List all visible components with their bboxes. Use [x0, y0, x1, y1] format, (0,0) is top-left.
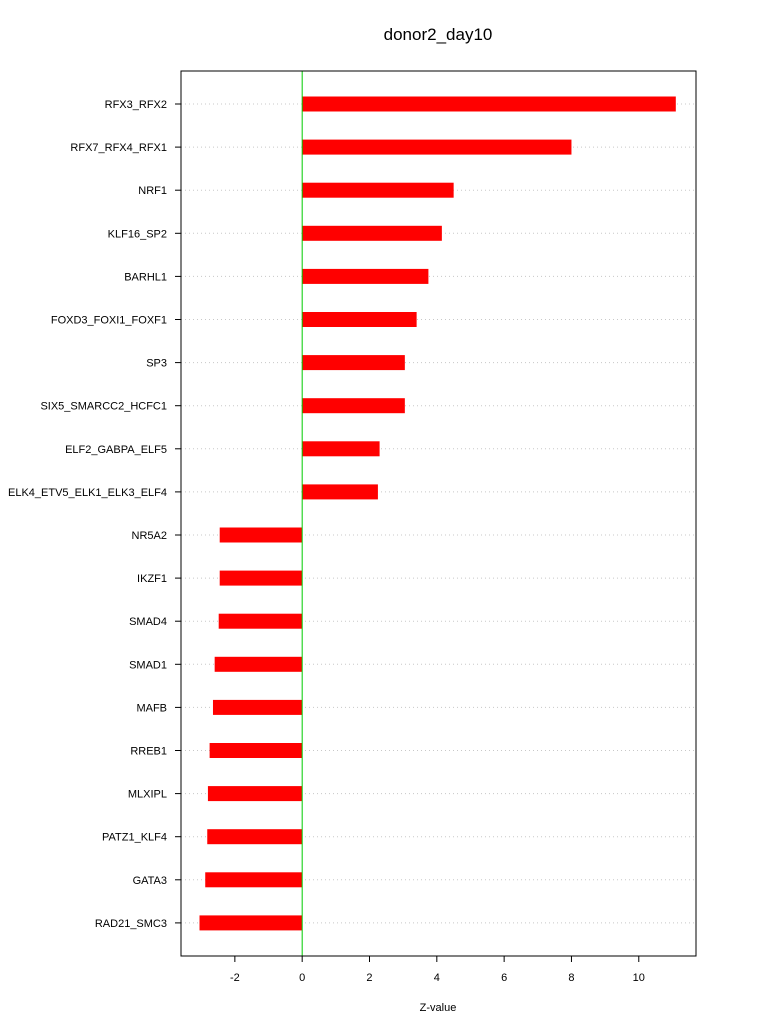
category-label: SMAD1 [129, 659, 167, 672]
bar [302, 183, 453, 198]
x-axis-label: Z-value [419, 1002, 457, 1014]
category-label: RREB1 [130, 745, 167, 758]
bar [302, 97, 676, 112]
category-label: NRF1 [138, 185, 167, 198]
category-label: IKZF1 [137, 573, 167, 586]
category-label: RFX7_RFX4_RFX1 [70, 142, 167, 155]
bar [207, 829, 302, 844]
category-label: MLXIPL [127, 788, 167, 801]
bar [219, 614, 302, 629]
category-label: SIX5_SMARCC2_HCFC1 [40, 400, 167, 413]
x-tick-label: 2 [366, 972, 373, 984]
category-label: SP3 [146, 357, 167, 370]
category-label: NR5A2 [131, 530, 167, 542]
plot-frame [181, 71, 696, 956]
bar [200, 915, 303, 930]
bar [208, 786, 302, 801]
bar [215, 657, 303, 672]
category-label: SMAD4 [129, 616, 167, 629]
bar [302, 355, 405, 370]
bar [302, 441, 379, 456]
bar [213, 700, 302, 715]
category-label: MAFB [136, 702, 167, 715]
category-label: ELF2_GABPA_ELF5 [65, 443, 167, 456]
bar [302, 226, 442, 241]
bars [200, 71, 676, 956]
bar [205, 872, 302, 887]
bar [302, 312, 416, 327]
category-label: RAD21_SMC3 [94, 917, 167, 930]
x-axis [230, 956, 645, 984]
x-tick-label: 10 [632, 972, 645, 984]
bar [302, 484, 378, 499]
category-label: BARHL1 [124, 271, 167, 284]
bar [302, 140, 571, 155]
bar [220, 528, 302, 543]
bar [210, 743, 303, 758]
category-labels [8, 99, 181, 930]
category-label: ELK4_ETV5_ELK1_ELK3_ELF4 [7, 486, 167, 499]
category-label: PATZ1_KLF4 [101, 831, 167, 844]
category-label: KLF16_SP2 [107, 228, 167, 241]
x-tick-label: -2 [229, 972, 240, 984]
x-tick-label: 8 [568, 972, 575, 984]
category-label: FOXD3_FOXI1_FOXF1 [50, 314, 167, 327]
category-label: GATA3 [132, 874, 167, 887]
x-tick-label: 6 [501, 972, 508, 984]
chart-title: donor2_day10 [383, 25, 493, 44]
bar [302, 269, 428, 284]
bar [302, 398, 405, 413]
x-tick-label: 4 [433, 972, 440, 984]
category-label: RFX3_RFX2 [104, 99, 167, 111]
bar [220, 571, 302, 586]
x-tick-label: 0 [299, 972, 306, 984]
